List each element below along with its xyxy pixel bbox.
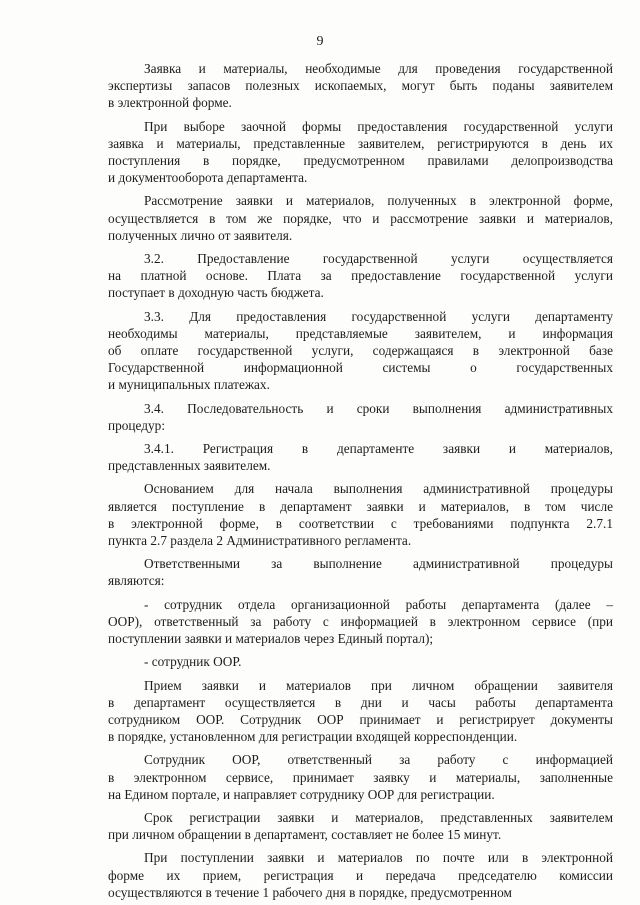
text-line: экспертизы запасов полезных ископаемых, могут быть поданы заявителем — [108, 78, 613, 94]
page-number: 9 — [316, 34, 324, 49]
paragraph — [108, 400, 613, 434]
text-line: поступления в порядке, предусмотренном правилами делопроизводства — [108, 153, 613, 169]
text-line: в порядке, установленном для регистрации входящей корреспонденции. — [108, 729, 518, 745]
text-line: в электронном сервисе, принимает заявку и материалы, заполненные — [108, 769, 613, 785]
text-line: 3.4.1. Регистрация в департаменте заявки и материалов, — [144, 441, 613, 457]
text-line: необходимы материалы, представляемые заявителем, и информация — [108, 325, 613, 341]
text-line: 3.4. Последовательность и сроки выполнения административных — [144, 400, 613, 416]
text-line: в электронной форме. — [108, 95, 232, 111]
text-line: пункта 2.7 раздела 2 Административного регламента. — [108, 533, 412, 549]
text-line: являются: — [108, 573, 165, 589]
paragraph — [108, 308, 613, 394]
text-line: поступает в доходную часть бюджета. — [108, 285, 324, 301]
paragraph — [108, 849, 613, 901]
text-line: 3.2. Предоставление государственной услуги осуществляется — [144, 251, 613, 267]
paragraph — [108, 250, 613, 302]
text-line: при личном обращении в департамент, составляет не более 15 минут. — [108, 827, 502, 843]
text-line: и муниципальных платежах. — [108, 377, 270, 393]
text-line: Прием заявки и материалов при личном обращении заявителя — [144, 677, 613, 693]
text-line: Рассмотрение заявки и материалов, полученных в электронной форме, — [144, 193, 613, 209]
text-line: на платной основе. Плата за предоставление государственной услуги — [108, 268, 613, 284]
text-line: и документооборота департамента. — [108, 170, 308, 186]
text-line: сотрудником ООР. Сотрудник ООР принимает и регистрирует документы — [108, 711, 613, 727]
text-line: представленных заявителем. — [108, 458, 271, 474]
paragraph — [108, 751, 613, 803]
paragraph — [108, 480, 613, 549]
text-line: об оплате государственной услуги, содержащаяся в электронной базе — [108, 343, 613, 359]
paragraph — [108, 440, 613, 474]
paragraph — [108, 653, 613, 670]
text-line: ООР), ответственный за работу с информацией в электронном сервисе (при — [108, 613, 613, 629]
text-line: на Едином портале, и направляет сотруднику ООР для регистрации. — [108, 786, 495, 802]
text-line: Сотрудник ООР, ответственный за работу с информацией — [144, 752, 613, 768]
text-line: осуществляется в том же порядке, что и рассмотрение заявки и материалов, — [108, 210, 613, 226]
text-line: является поступление в департамент заявки и материалов, в том числе — [108, 498, 613, 514]
text-line: в департамент осуществляется в дни и часы работы департамента — [108, 694, 613, 710]
text-line: Государственной информационной системы о государственных — [108, 360, 613, 376]
text-line: Заявка и материалы, необходимые для проведения государственной — [144, 61, 613, 76]
text-line: полученных лично от заявителя. — [108, 227, 293, 243]
text-line: Ответственными за выполнение административной процедуры — [144, 556, 613, 572]
paragraph — [108, 118, 613, 187]
text-line: 3.3. Для предоставления государственной услуги департаменту — [144, 308, 613, 324]
paragraph — [108, 809, 613, 843]
paragraph — [108, 677, 613, 746]
text-line: в электронной форме, в соответствии с требованиями подпункта 2.7.1 — [108, 515, 613, 531]
paragraph — [108, 555, 613, 589]
text-line: заявка и материалы, представленные заявителем, регистрируются в день их — [108, 135, 613, 151]
text-line: При выборе заочной формы предоставления государственной услуги — [144, 118, 613, 134]
paragraph — [108, 60, 613, 112]
document-body — [108, 60, 613, 901]
paragraph — [108, 596, 613, 648]
text-line: При поступлении заявки и материалов по почте или в электронной — [144, 850, 613, 866]
text-line: процедур: — [108, 417, 166, 433]
paragraph — [108, 192, 613, 244]
text-line: Основанием для начала выполнения административной процедуры — [144, 481, 613, 497]
text-line: поступлении заявки и материалов через Единый портал); — [108, 631, 434, 647]
text-line: - сотрудник отдела организационной работы департамента (далее – — [144, 596, 613, 612]
text-line: Срок регистрации заявки и материалов, представленных заявителем — [144, 809, 613, 825]
text-line: осуществляются в течение 1 рабочего дня в порядке, предусмотренном — [108, 884, 512, 900]
text-line: форме их прием, регистрация и передача председателю комиссии — [108, 867, 613, 883]
text-line: - сотрудник ООР. — [144, 654, 242, 670]
